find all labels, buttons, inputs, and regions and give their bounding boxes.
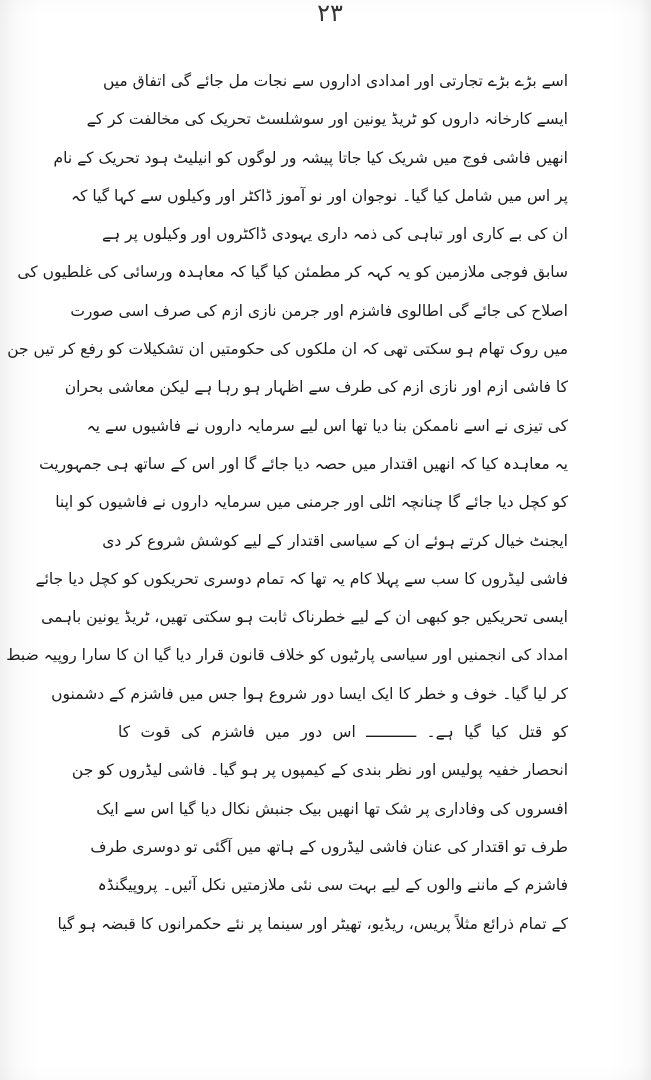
text-line: ایسے کارخانہ داروں کو ٹریڈ یونین اور سوشلسٹ تحریک کی مخالفت کر کے: [86, 110, 568, 129]
text-line: کی تیزی نے اسے ناممکن بنا دیا تھا اس لیے سرمایہ داروں نے فاشیوں سے یہ: [86, 416, 568, 435]
text-line: کو قتل کیا گیا ہے۔ ـــــــــــ اس دور میں فاشزم کی قوت کا: [118, 723, 568, 742]
text-line: کر لیا گیا۔ خوف و خطر کا ایک ایسا دور شروع ہوا جس میں فاشزم کے دشمنوں: [51, 684, 568, 703]
text-line: فاشزم کے ماننے والوں کے لیے بہت سی نئی ملازمتیں نکل آئیں۔ پروپیگنڈہ: [97, 876, 568, 895]
text-line: ان کی بے کاری اور تباہی کی ذمہ داری یہودی ڈاکٹروں اور وکیلوں پر ہے: [102, 225, 568, 244]
text-line: اسے بڑے بڑے تجارتی اور امدادی اداروں سے نجات مل جائے گی اتفاق میں: [102, 72, 568, 90]
text-line: انھیں فاشی فوج میں شریک کیا جاتا پیشہ ور لوگوں کو انیلیٹ ہود تحریک کے نام: [53, 148, 568, 167]
text-line: میں روک تھام ہو سکتی تھی کہ ان ملکوں کی حکومتیں ان تشکیلات کو رفع کر تیں جن: [7, 340, 568, 359]
text-line: افسروں کی وفاداری پر شک تھا انھیں بیک جنبش نکال دیا گیا اس سے ایک: [96, 799, 568, 818]
text-line: یہ معاہدہ کیا کہ انھیں اقتدار میں حصہ دیا جائے گا اور اس کے ساتھ ہی جمہوریت: [39, 454, 568, 473]
text-line: پر اس میں شامل کیا گیا۔ نوجوان اور نو آموز ڈاکٹر اور وکیلوں سے کہا گیا کہ: [70, 186, 568, 205]
text-line: کے تمام ذرائع مثلاً پریس، ریڈیو، تھیٹر اور سینما پر نئے حکمرانوں کا قبضہ ہو گیا: [57, 914, 568, 933]
page-number: ۲۳: [317, 0, 343, 27]
text-line: سابق فوجی ملازمین کو یہ کہہ کر مطمئن کیا گیا کہ معاہدہ ورسائی کی غلطیوں کی: [17, 263, 568, 282]
body-text: [6, 62, 568, 943]
text-line: انحصار خفیہ پولیس اور نظر بندی کے کیمپوں پر ہو گیا۔ فاشی لیڈروں کو جن: [71, 761, 568, 780]
text-line: ایسی تحریکیں جو کبھی ان کے لیے خطرناک ثابت ہو سکتی تھیں، ٹریڈ یونین باہمی: [41, 608, 568, 627]
text-line: ایجنٹ خیال کرتے ہوئے ان کے سیاسی اقتدار کے لیے کوشش شروع کر دی: [102, 531, 568, 550]
text-line: کا فاشی ازم اور نازی ازم کی طرف سے اظہار ہو رہا ہے لیکن معاشی بحران: [64, 378, 568, 397]
text-line: فاشی لیڈروں کا سب سے پہلا کام یہ تھا کہ تمام دوسری تحریکوں کو کچل دیا جائے: [35, 569, 568, 588]
text-line: طرف تو اقتدار کی عنان فاشی لیڈروں کے ہاتھ میں آگئی تو دوسری طرف: [90, 837, 568, 856]
text-line: اصلاح کی جائے گی اطالوی فاشزم اور جرمن نازی ازم کی صرف اسی صورت: [70, 301, 568, 320]
text-line: کو کچل دیا جائے گا چنانچہ اٹلی اور جرمنی میں سرمایہ داروں نے فاشیوں کو اپنا: [55, 493, 568, 512]
text-line: امداد کی انجمنیں اور سیاسی پارٹیوں کو خلاف قانون قرار دیا گیا ان کا سارا روپیہ ضبط: [6, 646, 568, 665]
